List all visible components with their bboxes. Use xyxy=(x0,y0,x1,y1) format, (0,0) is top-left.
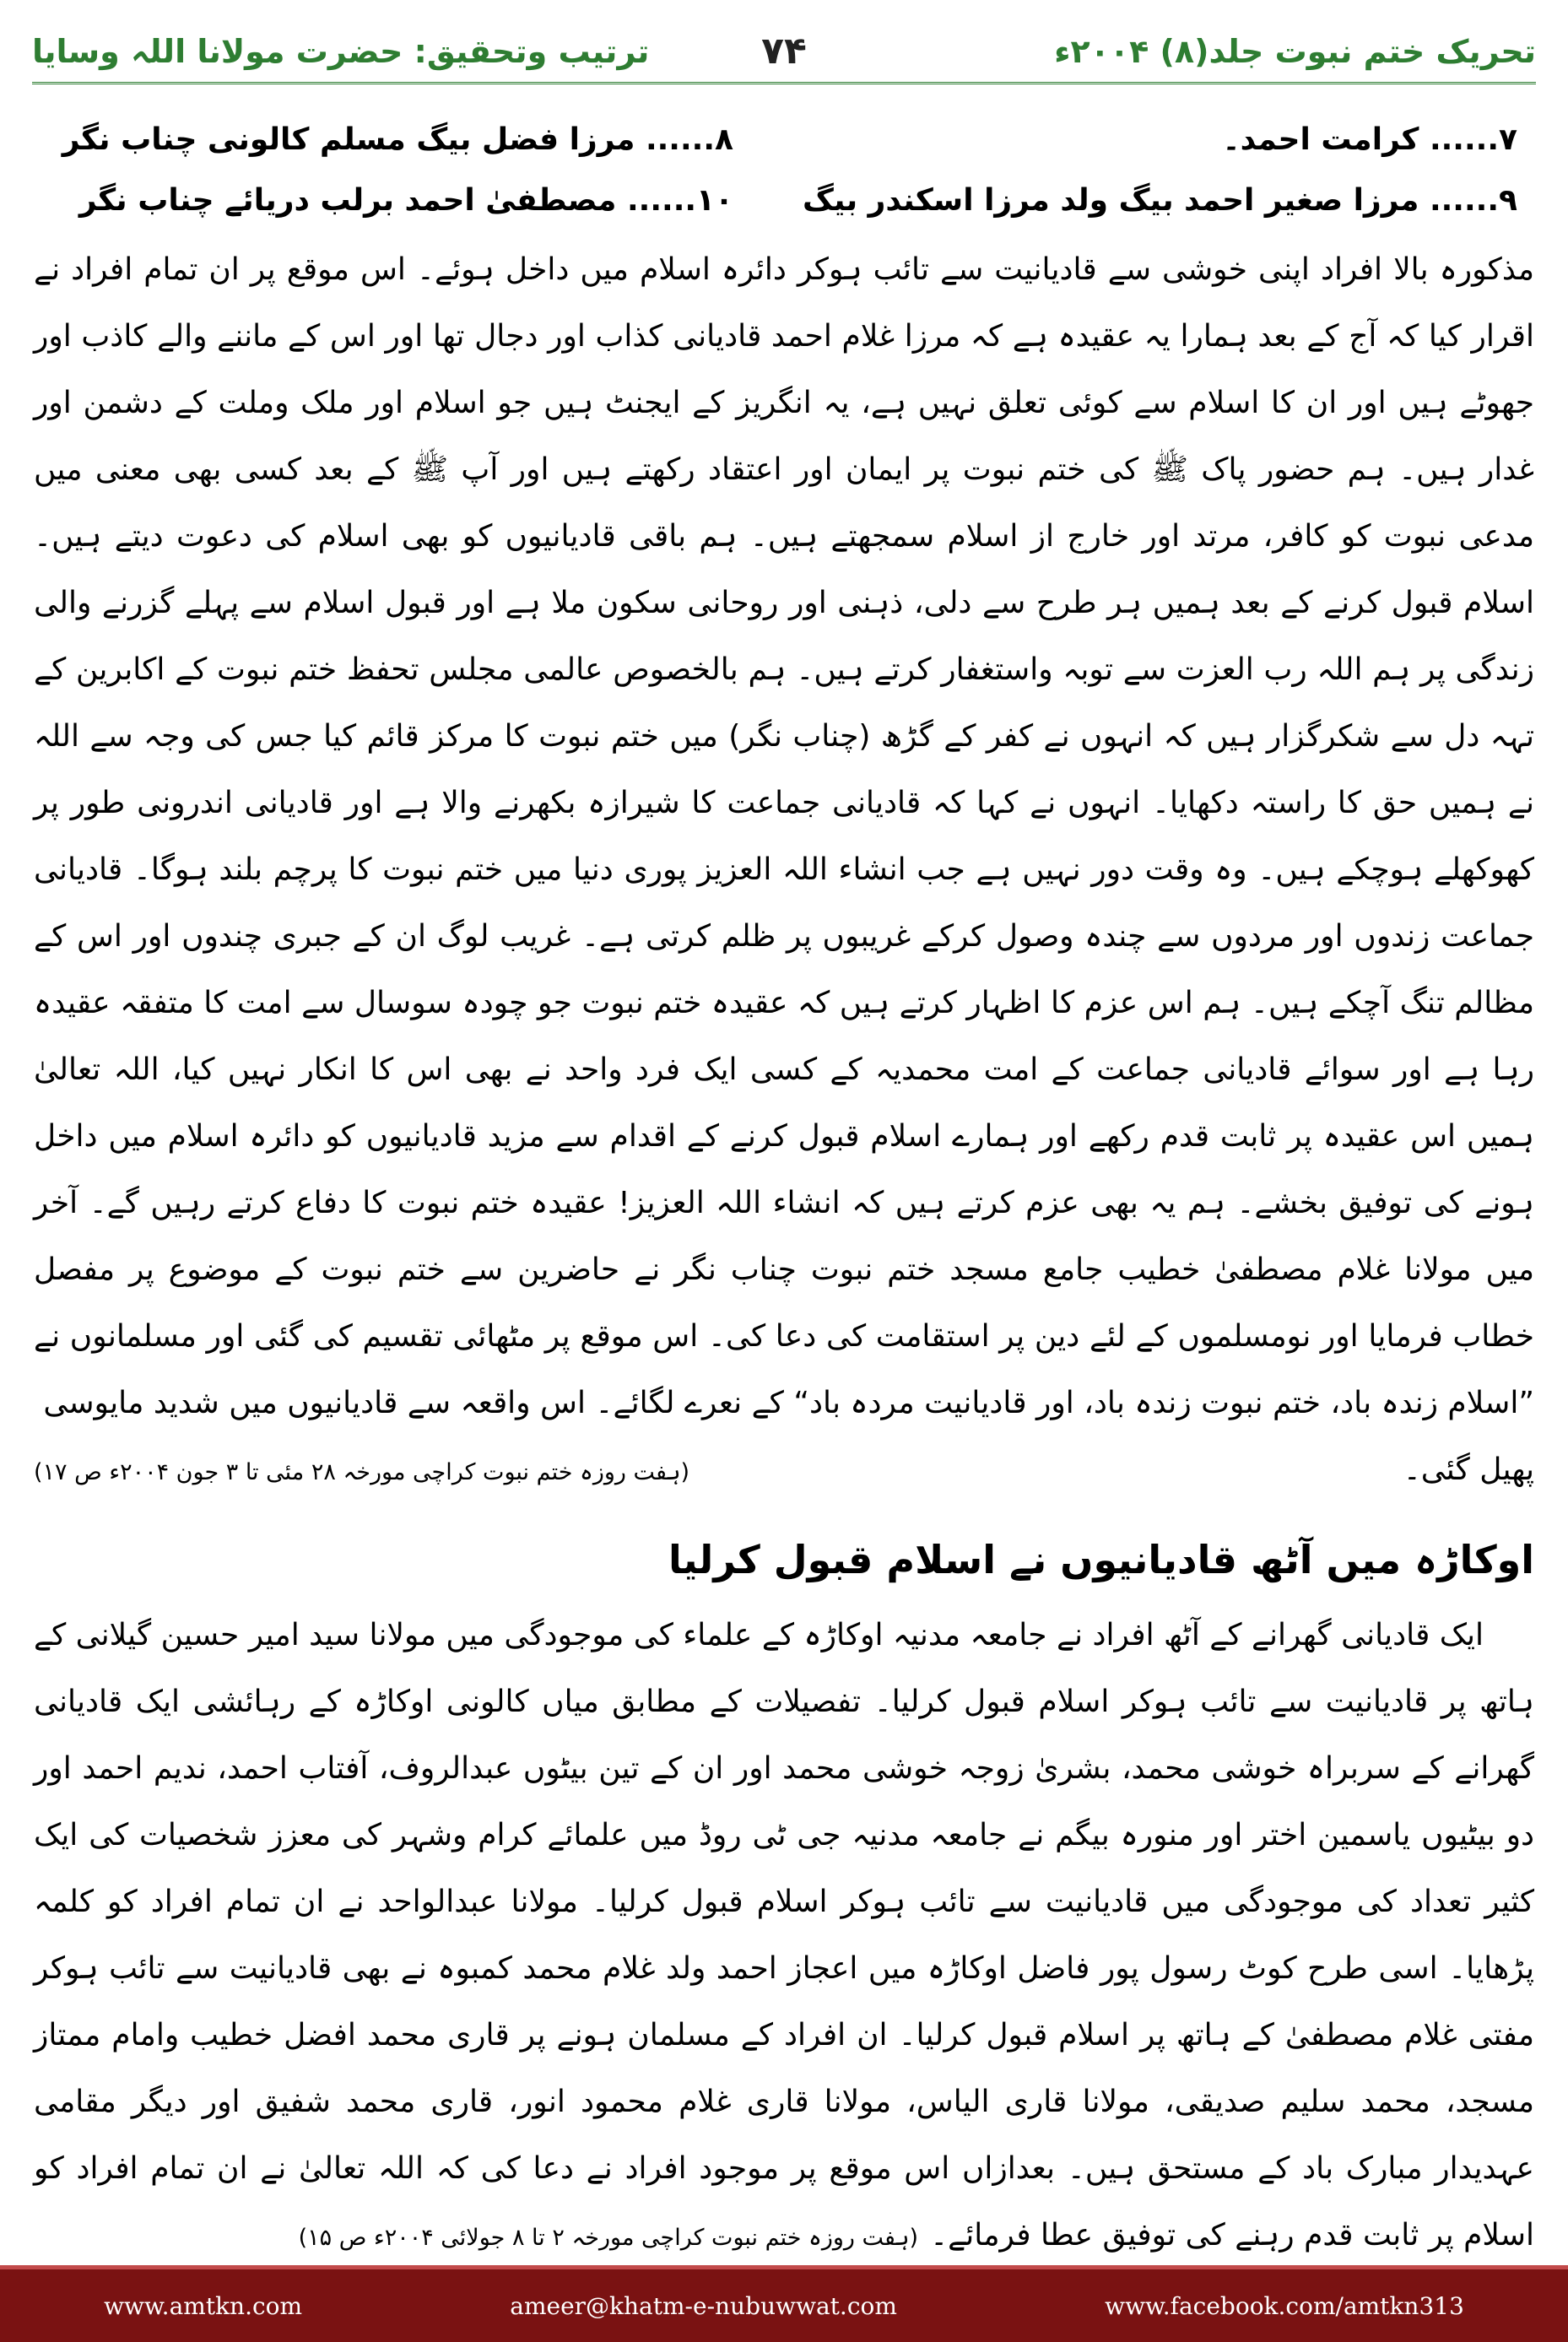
section-body-text: ایک قادیانی گھرانے کے آٹھ افراد نے جامعہ مدنیہ اوکاڑہ کے علماء کی موجودگی میں مولانا سید امیر حسین گیلانی کے ہاتھ پر قادیانیت سے تائب ہوکر اسلام قبول کرلیا۔ تفصیلات کے مطابق میاں کالونی اوکاڑہ کے رہائشی ایک قادیانی گھرانے کے سربراہ خوشی محمد، بشریٰ زوجہ خوشی محمد اور ان کے تین بیٹوں عبدالروف، آفتاب احمد، ندیم احمد اور دو بیٹیوں یاسمین اختر اور منورہ بیگم نے جامعہ مدنیہ جی ٹی روڈ میں علمائے کرام وشہر کی معزز شخصیات کی ایک کثیر تعداد کی موجودگی میں قادیانیت سے تائب ہوکر اسلام قبول کرلیا۔ مولانا عبدالواحد نے ان تمام افراد کو کلمہ پڑھایا۔ اسی طرح کوٹ رسول پور فاضل اوکاڑہ میں اعجاز احمد ولد غلام محمد کمبوہ نے بھی قادیانیت سے تائب ہوکر مفتی غلام مصطفیٰ کے ہاتھ پر اسلام قبول کرلیا۔ ان افراد کے مسلمان ہونے پر قاری محمد افضل خطیب وامام ممتاز مسجد، محمد سلیم صدیقی، مولانا قاری الیاس، مولانا قاری غلام محمود انور، قاری محمد شفیق اور دیگر مقامی عہدیدار مبارک باد کے مستحق ہیں۔ بعدازاں اس موقع پر موجود افراد نے دعا کی کہ اللہ تعالیٰ نے ان تمام افراد کو اسلام پر ثابت قدم رہنے کی توفیق عطا فرمائے۔ xyxy=(33,1618,1534,2253)
page-footer xyxy=(0,2265,1568,2342)
item-name: مرزا صغیر احمد بیگ ولد مرزا اسکندر بیگ xyxy=(803,183,1419,218)
list-item xyxy=(784,110,1534,170)
page-header xyxy=(32,24,1536,83)
email-link[interactable]: ameer@khatm-e-nubuwwat.com xyxy=(510,2291,897,2320)
source-citation: (ہفت روزہ ختم نبوت کراچی مورخہ ۲ تا ۸ جولائی ۲۰۰۴ء ص ۱۵) xyxy=(298,2225,919,2251)
list-item xyxy=(34,170,784,231)
section-body xyxy=(34,1602,1534,2271)
closing-line: پھیل گئی۔ xyxy=(1403,1452,1534,1487)
article-closing xyxy=(34,1436,1534,1506)
item-name: مرزا فضل بیگ مسلم کالونی چناب نگر xyxy=(62,122,635,157)
item-name: کرامت احمد۔ xyxy=(1222,122,1419,157)
facebook-link[interactable]: www.facebook.com/amtkn313 xyxy=(1105,2291,1464,2320)
item-number: ۹...... xyxy=(1429,183,1517,218)
names-list xyxy=(34,110,1534,231)
source-citation: (ہفت روزہ ختم نبوت کراچی مورخہ ۲۸ مئی تا ۳ جون ۲۰۰۴ء ص ۱۷) xyxy=(34,1459,690,1485)
article-body: مذکورہ بالا افراد اپنی خوشی سے قادیانیت سے تائب ہوکر دائرہ اسلام میں داخل ہوئے۔ اس موقع پر ان تمام افراد نے اقرار کیا کہ آج کے بعد ہمارا یہ عقیدہ ہے کہ مرزا غلام احمد قادیانی کذاب اور دجال تھا اور اس کے ماننے والے کاذب اور جھوٹے ہیں اور ان کا اسلام سے کوئی تعلق نہیں ہے، یہ انگریز کے ایجنٹ ہیں جو اسلام اور ملک وملت کے دشمن اور غدار ہیں۔ ہم حضور پاک ﷺ کی ختم نبوت پر ایمان اور اعتقاد رکھتے ہیں اور آپ ﷺ کے بعد کسی بھی معنی میں مدعی نبوت کو کافر، مرتد اور خارج از اسلام سمجھتے ہیں۔ ہم باقی قادیانیوں کو بھی اسلام کی دعوت دیتے ہیں۔ اسلام قبول کرنے کے بعد ہمیں ہر طرح سے دلی، ذہنی اور روحانی سکون ملا ہے اور قبول اسلام سے پہلے گزرنے والی زندگی پر ہم اللہ رب العزت سے توبہ واستغفار کرتے ہیں۔ ہم بالخصوص عالمی مجلس تحفظ ختم نبوت کے اکابرین کے تہہ دل سے شکرگزار ہیں کہ انہوں نے کفر کے گڑھ (چناب نگر) میں ختم نبوت کا مرکز قائم کیا جس کی وجہ سے اللہ نے ہمیں حق کا راستہ دکھایا۔ انہوں نے کہا کہ قادیانی جماعت کا شیرازہ بکھرنے والا ہے اور قادیانی اندرونی طور پر کھوکھلے ہوچکے ہیں۔ وہ وقت دور نہیں ہے جب انشاء اللہ العزیز پوری دنیا میں ختم نبوت کا پرچم بلند ہوگا۔ قادیانی جماعت زندوں اور مردوں سے چندہ وصول کرکے غریبوں پر ظلم کرتی ہے۔ غریب لوگ ان کے جبری چندوں اور اس کے مظالم تنگ آچکے ہیں۔ ہم اس عزم کا اظہار کرتے ہیں کہ عقیدہ ختم نبوت جو چودہ سوسال سے امت کا متفقہ عقیدہ رہا ہے اور سوائے قادیانی جماعت کے امت محمدیہ کے کسی ایک فرد واحد نے بھی اس کا انکار نہیں کیا، اللہ تعالیٰ ہمیں اس عقیدہ پر ثابت قدم رکھے اور ہمارے اسلام قبول کرنے کے اقدام سے مزید قادیانیوں کو دائرہ اسلام میں داخل ہونے کی توفیق بخشے۔ ہم یہ بھی عزم کرتے ہیں کہ انشاء اللہ العزیز! عقیدہ ختم نبوت کا دفاع کرتے رہیں گے۔ آخر میں مولانا غلام مصطفیٰ خطیب جامع مسجد ختم نبوت چناب نگر نے حاضرین سے ختم نبوت کے موضوع پر مفصل خطاب فرمایا اور نومسلموں کے لئے دین پر استقامت کی دعا کی۔ اس موقع پر مٹھائی تقسیم کی گئی اور مسلمانوں نے ”اسلام زندہ باد، ختم نبوت زندہ باد، اور قادیانیت مردہ باد“ کے نعرے لگائے۔ اس واقعہ سے قادیانیوں میں شدید مایوسی xyxy=(34,252,1534,1420)
website-link[interactable]: www.amtkn.com xyxy=(104,2291,303,2320)
series-title: تحریک ختم نبوت جلد(۸) ۲۰۰۴ء xyxy=(1054,33,1536,70)
list-item xyxy=(784,170,1534,231)
list-item xyxy=(34,110,784,170)
item-name: مصطفیٰ احمد برلب دریائے چناب نگر xyxy=(78,183,617,218)
item-number: ۷...... xyxy=(1429,122,1517,157)
page-content xyxy=(33,110,1534,2253)
item-number: ۱۰...... xyxy=(626,183,733,218)
section-heading: اوکاڑہ میں آٹھ قادیانیوں نے اسلام قبول کرلیا xyxy=(668,1537,1534,1582)
header-divider xyxy=(32,82,1536,84)
item-number: ۸...... xyxy=(645,122,733,157)
page-number: ۷۴ xyxy=(761,30,807,73)
compiler-credit: ترتیب وتحقیق: حضرت مولانا اللہ وسایا xyxy=(32,33,650,70)
